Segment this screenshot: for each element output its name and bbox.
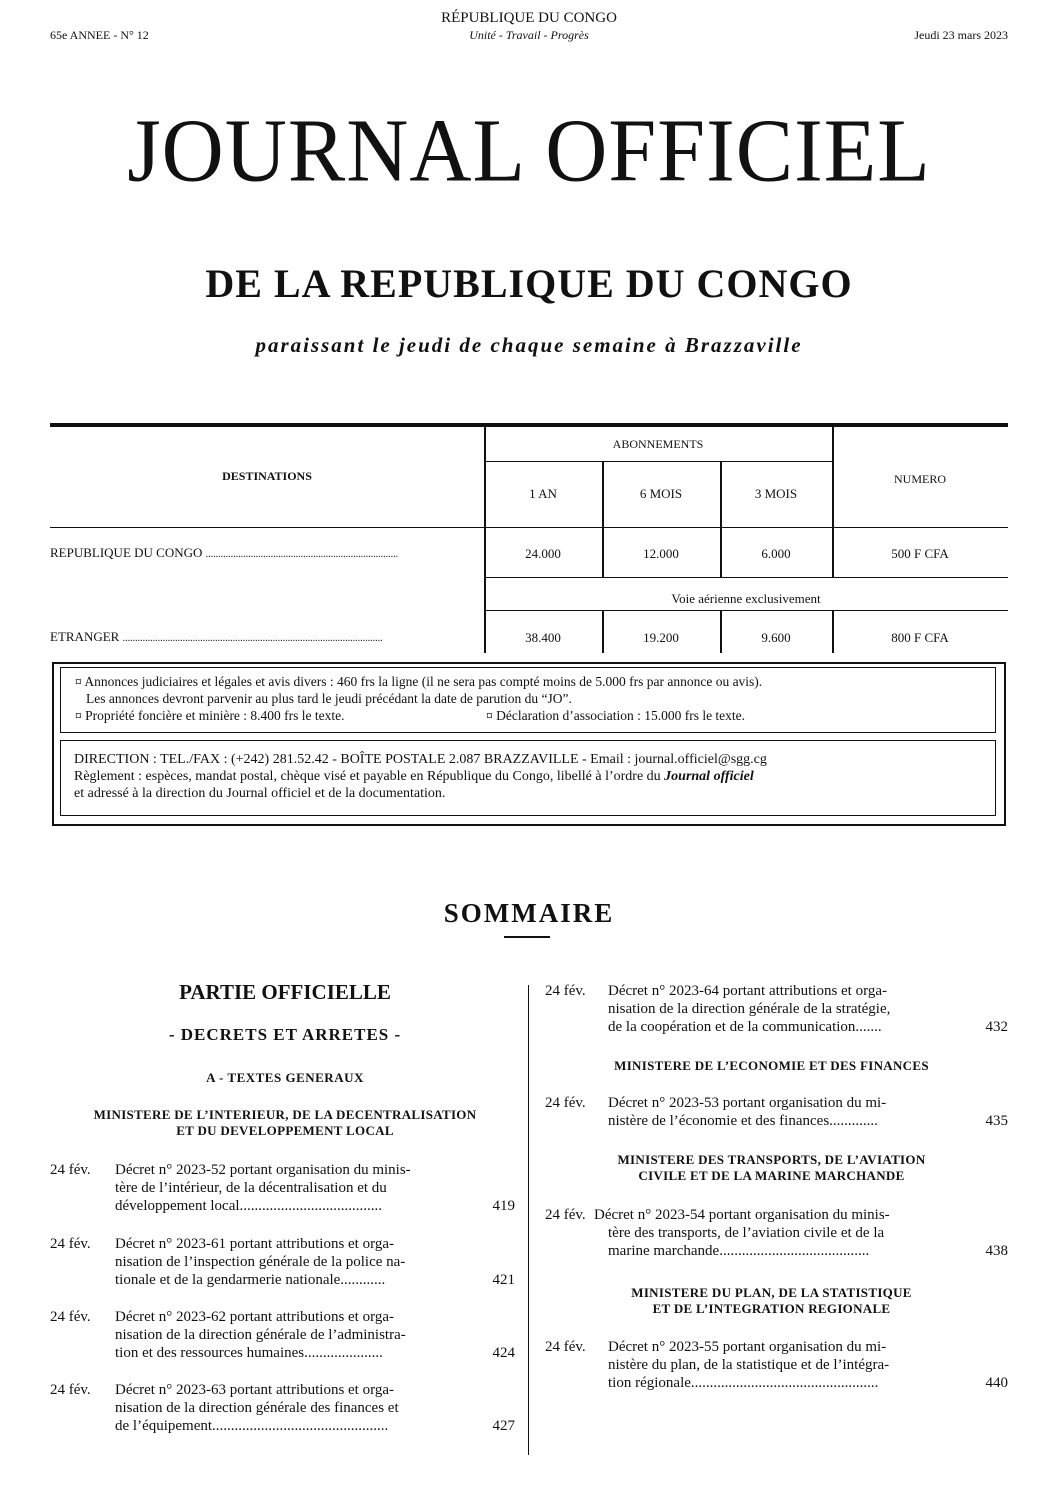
issue-date: Jeudi 23 mars 2023 [914, 28, 1008, 42]
entry-line: nistère du plan, de la statistique et de l’intégra- [608, 1357, 890, 1373]
entry-date: 24 fév. [50, 1162, 91, 1178]
toc-entry [545, 1094, 1008, 1134]
entry-line: Décret n° 2023-52 portant organisation du minis- [115, 1162, 411, 1178]
entry-page: 421 [492, 1272, 515, 1288]
ministry-heading [535, 1285, 1008, 1317]
table-top-rule [50, 423, 1008, 427]
entry-line: tère des transports, de l’aviation civile et de la [608, 1225, 885, 1241]
sommaire-title: SOMMAIRE [443, 898, 615, 928]
price-cell: 24.000 [525, 546, 561, 561]
entry-page: 438 [985, 1243, 1008, 1259]
entry-line: tionale et de la gendarmerie nationale............ [115, 1272, 386, 1288]
entry-line: Décret n° 2023-54 portant organisation du minis- [594, 1207, 890, 1223]
entry-line: tère de l’intérieur, de la décentralisation et du [115, 1180, 387, 1196]
entry-line: marine marchande........................................ [608, 1243, 870, 1259]
numero-price: 800 F CFA [891, 630, 949, 645]
entry-page: 435 [985, 1113, 1008, 1129]
entry-page: 427 [492, 1418, 515, 1434]
entry-date: 24 fév. [50, 1309, 91, 1325]
payment-terms [74, 768, 989, 785]
toc-entry [545, 1338, 1008, 1398]
journal-name: Journal officiel [664, 769, 754, 784]
entry-line: Décret n° 2023-61 portant attributions et orga- [115, 1236, 394, 1252]
column-divider [528, 985, 529, 1455]
entry-date: 24 fév. [50, 1236, 91, 1252]
direction-contact: DIRECTION : TEL./FAX : (+242) 281.52.42 - BOÎTE POSTALE 2.087 BRAZZAVILLE - Email : journal.officiel@sgg.cg [74, 752, 767, 767]
entry-date: 24 fév. [545, 1207, 586, 1223]
announcement-deadline: Les annonces devront parvenir au plus tard le jeudi précédant la date de parution du “JO”. [86, 691, 572, 706]
ministry-heading [535, 1152, 1008, 1184]
price-cell: 12.000 [643, 546, 679, 561]
ministry-line: MINISTERE DES TRANSPORTS, DE L’AVIATION [617, 1152, 926, 1167]
period-3-mois: 3 MOIS [754, 486, 798, 501]
table-divider [484, 610, 1008, 611]
toc-entry [50, 1235, 515, 1295]
numero-header: NUMERO [893, 472, 946, 486]
ministry-line: ET DU DEVELOPPEMENT LOCAL [176, 1123, 394, 1138]
association-rate: ¤ Déclaration d’association : 15.000 frs le texte. [486, 708, 746, 723]
entry-line: tion régionale.................................................. [608, 1375, 879, 1391]
announcements-box [60, 667, 996, 733]
entry-line: de l’équipement............................................... [115, 1418, 389, 1434]
entry-line: Décret n° 2023-53 portant organisation du mi- [608, 1095, 887, 1111]
entry-line: tion et des ressources humaines..................... [115, 1345, 383, 1361]
motto: Unité - Travail - Progrès [469, 28, 589, 42]
air-mail-note: Voie aérienne exclusivement [671, 591, 821, 606]
price-cell: 9.600 [761, 630, 791, 645]
entry-page: 424 [492, 1345, 515, 1361]
ministry-line: CIVILE ET DE LA MARINE MARCHANDE [638, 1168, 905, 1183]
subsection-title: A - TEXTES GENERAUX [206, 1070, 364, 1085]
journal-subtitle: DE LA REPUBLIQUE DU CONGO [205, 261, 853, 306]
header-center [0, 10, 1058, 43]
toc-entry [50, 1161, 515, 1221]
ministry-line: MINISTERE DE L’INTERIEUR, DE LA DECENTRALISATION [93, 1107, 477, 1122]
entry-date: 24 fév. [545, 983, 586, 999]
republic-name: RÉPUBLIQUE DU CONGO [441, 10, 617, 26]
destination-row [50, 545, 530, 561]
entry-line: nisation de la direction générale de l’administra- [115, 1327, 406, 1343]
period-6-mois: 6 MOIS [639, 486, 683, 501]
entry-line: nistère de l’économie et des finances............. [608, 1113, 878, 1129]
entry-line: Décret n° 2023-62 portant attributions et orga- [115, 1309, 394, 1325]
table-divider [50, 527, 1008, 528]
entry-date: 24 fév. [545, 1095, 586, 1111]
entry-line: nisation de l’inspection générale de la police na- [115, 1254, 406, 1270]
sommaire-rule [504, 936, 550, 938]
direction-box [60, 740, 996, 816]
period-1-an: 1 AN [529, 486, 557, 501]
destination-row [50, 629, 530, 645]
announcement-rate: ¤ Annonces judiciaires et légales et avis divers : 460 frs la ligne (il ne sera pas compté moins de 5.000 frs par annonce ou avis). [75, 674, 763, 689]
toc-entry [545, 982, 1008, 1042]
toc-entry [50, 1381, 515, 1441]
toc-entry [545, 1206, 1008, 1266]
destination-name: ETRANGER [50, 629, 120, 644]
ministry-line: MINISTERE DE L’ECONOMIE ET DES FINANCES [614, 1058, 929, 1073]
subscription-table [50, 423, 1008, 653]
entry-line: Décret n° 2023-55 portant organisation du mi- [608, 1339, 887, 1355]
entry-line: de la coopération et de la communication....... [608, 1019, 882, 1035]
payment-address: et adressé à la direction du Journal officiel et de la documentation. [74, 786, 446, 801]
entry-date: 24 fév. [50, 1382, 91, 1398]
entry-page: 419 [492, 1198, 515, 1214]
destinations-header: DESTINATIONS [222, 469, 312, 483]
ministry-heading [40, 1107, 530, 1139]
journal-title: JOURNAL OFFICIEL [127, 99, 931, 201]
leader-dots: ........................................................................................................ [122, 633, 383, 644]
table-divider [484, 577, 1008, 578]
toc-entry [50, 1308, 515, 1368]
numero-price: 500 F CFA [891, 546, 949, 561]
issue-number: 65e ANNEE - N° 12 [50, 28, 149, 42]
table-divider [484, 461, 832, 462]
entry-page: 440 [985, 1375, 1008, 1391]
part-title: PARTIE OFFICIELLE [179, 980, 391, 1004]
property-rate: ¤ Propriété foncière et minière : 8.400 frs le texte. [75, 708, 345, 723]
abonnements-header: ABONNEMENTS [612, 437, 704, 451]
price-cell: 38.400 [525, 630, 561, 645]
price-cell: 19.200 [643, 630, 679, 645]
price-cell: 6.000 [761, 546, 791, 561]
payment-text: Règlement : espèces, mandat postal, chèque visé et payable en République du Congo, libellé à l’ordre du [74, 769, 665, 784]
section-title: - DECRETS ET ARRETES - [168, 1025, 402, 1044]
entry-line: développement local...................................... [115, 1198, 383, 1214]
ministry-line: MINISTERE DU PLAN, DE LA STATISTIQUE [631, 1285, 912, 1300]
entry-line: Décret n° 2023-64 portant attributions et orga- [608, 983, 887, 999]
entry-line: Décret n° 2023-63 portant attributions et orga- [115, 1382, 394, 1398]
journal-tagline: paraissant le jeudi de chaque semaine à Brazzaville [255, 333, 803, 357]
entry-date: 24 fév. [545, 1339, 586, 1355]
ministry-line: ET DE L’INTEGRATION REGIONALE [652, 1301, 891, 1316]
entry-line: nisation de la direction générale de la stratégie, [608, 1001, 891, 1017]
entry-page: 432 [985, 1019, 1008, 1035]
destination-name: REPUBLIQUE DU CONGO [50, 545, 203, 560]
ministry-heading [535, 1058, 1008, 1074]
leader-dots: ............................................................................. [205, 549, 399, 560]
entry-line: nisation de la direction générale des finances et [115, 1400, 399, 1416]
